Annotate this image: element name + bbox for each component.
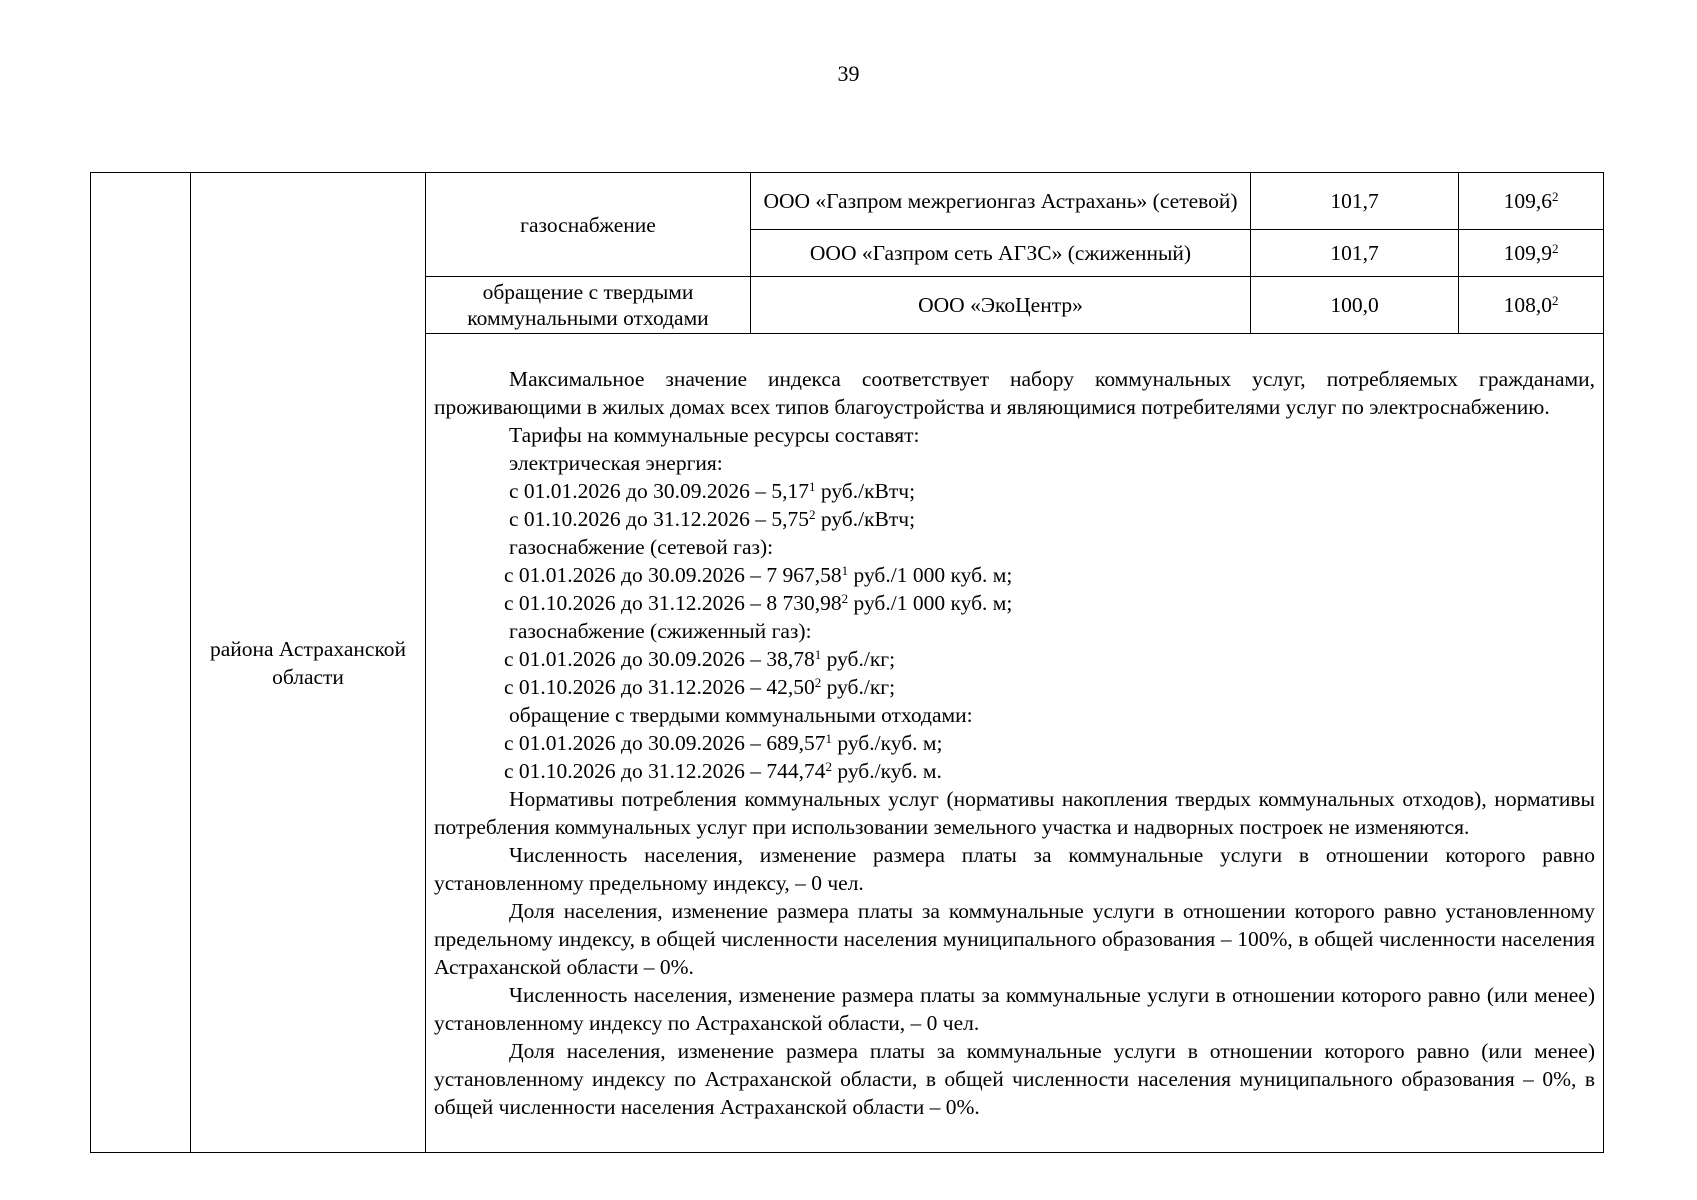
index-1-cell: 101,7: [1251, 230, 1459, 277]
description-cell: [426, 334, 1604, 1153]
population-paragraph-3: Численность населения, изменение размера платы за коммунальные услуги в отношении которого равно (или менее) установленному индексу по Астраханской области, – 0 чел.: [434, 983, 1595, 1035]
org-cell: ООО «Газпром межрегионгаз Астрахань» (сетевой): [751, 173, 1251, 230]
intro-paragraph: Максимальное значение индекса соответствует набору коммунальных услуг, потребляемых гражданами, проживающими в жилых домах всех типов благоустройства и являющимися потребителями услуг по электроснабжению.: [434, 367, 1595, 419]
tariff-unit: руб./кВтч;: [815, 479, 916, 503]
footnote-mark: 1: [814, 647, 822, 662]
index-2-cell: [1459, 173, 1604, 230]
org-cell: ООО «Газпром сеть АГЗС» (сжиженный): [751, 230, 1251, 277]
footnote-mark: 2: [814, 675, 822, 690]
tariff-line: [434, 673, 1595, 701]
table-row: [91, 173, 1604, 230]
tariff-table: [90, 172, 1604, 1153]
footnote-mark: 1: [808, 479, 816, 494]
gas-net-heading: газоснабжение (сетевой газ):: [509, 535, 774, 559]
service-cell: обращение с твердыми коммунальными отходами: [426, 277, 751, 334]
tariff-unit: руб./1 000 куб. м;: [848, 591, 1013, 615]
tariff-unit: руб./кг;: [821, 647, 896, 671]
index-2-cell: [1459, 230, 1604, 277]
org-cell: ООО «ЭкоЦентр»: [751, 277, 1251, 334]
footnote-mark: 2: [1551, 293, 1559, 308]
footnote-mark: 2: [808, 507, 816, 522]
area-cell: района Астраханской области: [191, 173, 426, 1153]
footnote-mark: 1: [825, 731, 832, 746]
tariff-value: с 01.01.2026 до 30.09.2026 – 7 967,58: [504, 563, 842, 587]
tariff-unit: руб./куб. м;: [831, 731, 943, 755]
tariff-line: [434, 729, 1595, 757]
page-number: 39: [837, 61, 860, 86]
index-2-value: 108,0: [1503, 293, 1552, 317]
tariff-value: с 01.01.2026 до 30.09.2026 – 689,57: [504, 731, 826, 755]
tariff-value: с 01.10.2026 до 31.12.2026 – 8 730,98: [504, 591, 842, 615]
tariff-unit: руб./куб. м.: [831, 759, 942, 783]
footnote-mark: 2: [841, 591, 849, 606]
index-2-cell: [1459, 277, 1604, 334]
tariff-unit: руб./1 000 куб. м;: [848, 563, 1013, 587]
electric-heading: электрическая энергия:: [509, 451, 723, 475]
tariff-value: с 01.01.2026 до 30.09.2026 – 38,78: [504, 647, 815, 671]
footnote-mark: 2: [825, 759, 832, 774]
index-2-value: 109,9: [1503, 241, 1552, 265]
tariff-value: с 01.10.2026 до 31.12.2026 – 42,50: [504, 675, 815, 699]
population-paragraph-2: Доля населения, изменение размера платы за коммунальные услуги в отношении которого равно установленному предельному индексу, в общей численности населения муниципального образования – 100%, в общей численности населения Астраханской области – 0%.: [434, 899, 1595, 979]
tariff-line: [434, 757, 1595, 785]
tariff-line: [434, 477, 1595, 505]
footnote-mark: 2: [1551, 189, 1559, 204]
tariff-value: с 01.01.2026 до 30.09.2026 – 5,17: [509, 479, 809, 503]
tariff-unit: руб./кВтч;: [815, 507, 916, 531]
service-cell: газоснабжение: [426, 173, 751, 277]
tariff-unit: руб./кг;: [821, 675, 896, 699]
number-cell: [91, 173, 191, 1153]
population-paragraph-4: Доля населения, изменение размера платы за коммунальные услуги в отношении которого равно (или менее) установленному индексу по Астраханской области, в общей численности населения муниципального образования – 0%, в общей численности населения Астраханской области – 0%.: [434, 1039, 1595, 1119]
index-2-value: 109,6: [1503, 189, 1552, 213]
tariff-line: [434, 561, 1595, 589]
footnote-mark: 2: [1551, 241, 1559, 256]
population-paragraph-1: Численность населения, изменение размера платы за коммунальные услуги в отношении которого равно установленному предельному индексу, – 0 чел.: [434, 843, 1595, 895]
tariff-line: [434, 505, 1595, 533]
norms-paragraph: Нормативы потребления коммунальных услуг (нормативы накопления твердых коммунальных отходов), нормативы потребления коммунальных услуг при использовании земельного участка и надворных построек не изменяются.: [434, 787, 1595, 839]
gas-liq-heading: газоснабжение (сжиженный газ):: [509, 619, 812, 643]
tariff-line: [434, 589, 1595, 617]
waste-heading: обращение с твердыми коммунальными отходами:: [509, 703, 973, 727]
tariff-line: [434, 645, 1595, 673]
tariff-value: с 01.10.2026 до 31.12.2026 – 5,75: [509, 507, 809, 531]
index-1-cell: 101,7: [1251, 173, 1459, 230]
tariffs-heading: Тарифы на коммунальные ресурсы составят:: [509, 423, 920, 447]
index-1-cell: 100,0: [1251, 277, 1459, 334]
tariff-value: с 01.10.2026 до 31.12.2026 – 744,74: [504, 759, 826, 783]
footnote-mark: 1: [841, 563, 849, 578]
